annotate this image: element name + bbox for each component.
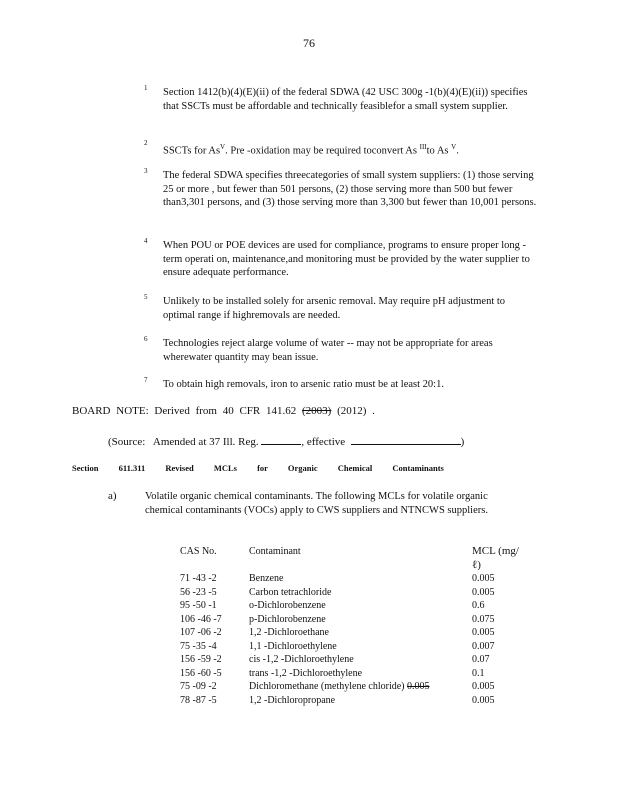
cas-cell: 106 -46 -7 — [180, 613, 222, 625]
mcl-cell: 0.6 — [472, 600, 485, 611]
table-row — [180, 694, 525, 708]
footnote-6 — [144, 335, 538, 364]
footnote-4 — [144, 237, 538, 280]
footnote-marker: 6 — [144, 335, 148, 343]
mcl-cell: 0.005 — [472, 573, 495, 584]
contaminant-cell: trans -1,2 -Dichloroethylene — [249, 667, 363, 679]
source-effective: , effective — [301, 436, 346, 448]
footnote-5 — [144, 293, 538, 322]
footnote-text: Section 1412(b)(4)(E)(ii) of the federal SDWA (42 USC 300g -1(b)(4)(E)(ii)) specifies that SSCTs must be affordable and technically feasiblefor a small system supplier. — [163, 87, 528, 112]
table-row — [180, 653, 525, 667]
cas-cell: 156 -60 -5 — [180, 667, 222, 679]
footnote-text: . Pre -oxidation may be required toconvert As — [225, 145, 420, 157]
mcl-cell: 0.005 — [472, 586, 495, 598]
footnote-marker: 2 — [144, 139, 148, 147]
source-amended: Amended at 37 Ill. Reg. — [152, 436, 259, 448]
source-close: ) — [460, 436, 465, 448]
mcl-cell: 0.005 — [472, 694, 495, 706]
footnote-text: When POU or POE devices are used for compliance, programs to ensure proper long -term operati on, maintenance,and monitoring must be provided by the water supplier to ensure adequate performance. — [163, 240, 530, 278]
mcl-cell: 0.075 — [472, 613, 495, 625]
footnote-text: To obtain high removals, iron to arsenic ratio must be at least 20:1. — [163, 379, 444, 390]
contaminant-cell: 1,2 -Dichloropropane — [249, 694, 336, 706]
superscript: III — [419, 143, 427, 151]
table-row — [180, 586, 525, 600]
table-row — [180, 680, 525, 694]
cas-cell: 71 -43 -2 — [180, 573, 217, 584]
source-open: (Source: — [108, 436, 146, 448]
blank-line-date — [351, 434, 461, 445]
section-heading: Section 611.311 Revised MCLs for Organic Chemical Contaminants — [72, 463, 444, 473]
cas-cell: 156 -59 -2 — [180, 654, 222, 665]
cas-cell: 75 -35 -4 — [180, 640, 217, 652]
contaminant-cell: o-Dichlorobenzene — [249, 600, 326, 611]
board-note-suffix: . — [372, 405, 375, 417]
footnote-marker: 4 — [144, 237, 148, 245]
contaminant-cell — [249, 680, 472, 694]
cas-cell: 56 -23 -5 — [180, 586, 217, 598]
mcl-cell: 0.1 — [472, 667, 485, 679]
footnote-marker: 5 — [144, 293, 148, 301]
footnote-marker: 1 — [144, 84, 148, 92]
table-row — [180, 572, 525, 586]
header-mcl: MCL (mg/ℓ) — [472, 545, 519, 571]
paragraph-text: Volatile organic chemical contaminants. The following MCLs for volatile organic chemical contaminants (VOCs) apply to CWS suppliers and NTNCWS suppliers. — [145, 491, 488, 516]
footnote-2 — [144, 139, 538, 158]
source-line — [108, 434, 464, 448]
superscript: V — [451, 143, 457, 151]
header-contaminant: Contaminant — [249, 546, 301, 557]
struck-value: 0.005 — [407, 681, 430, 692]
mcl-cell: 0.07 — [472, 654, 490, 665]
footnote-text: The federal SDWA specifies threecategories of small system suppliers: (1) those serving 25 or more , but fewer than 501 persons, (2) those serving more than 500 but fewer than3,301 persons, and (3) those serving more than 3,300 but fewer than 10,001 persons. — [163, 170, 537, 208]
mcl-cell: 0.005 — [472, 627, 495, 638]
table-row — [180, 613, 525, 627]
page-number: 76 — [303, 36, 315, 50]
contaminant-cell: Carbon tetrachloride — [249, 586, 332, 598]
voc-mcl-table — [180, 545, 525, 707]
contaminant-cell: p-Dichlorobenzene — [249, 613, 326, 625]
footnote-3 — [144, 167, 538, 210]
paragraph-label: a) — [108, 490, 117, 502]
contaminant-name: Dichloromethane (methylene chloride) — [249, 681, 405, 692]
contaminant-cell: 1,2 -Dichloroethane — [249, 627, 329, 638]
mcl-cell: 0.007 — [472, 640, 495, 652]
table-row — [180, 667, 525, 681]
cas-cell: 95 -50 -1 — [180, 600, 217, 611]
table-row — [180, 626, 525, 640]
mcl-cell: 0.005 — [472, 681, 495, 692]
footnote-text: Technologies reject alarge volume of water -- may not be appropriate for areas wherewater quantity may bean issue. — [163, 338, 493, 363]
footnote-text: . — [456, 145, 459, 157]
board-note — [72, 405, 375, 417]
board-note-text: BOARD NOTE: Derived from 40 CFR 141.62 — [72, 405, 297, 417]
cas-cell: 75 -09 -2 — [180, 681, 217, 692]
table-row — [180, 599, 525, 613]
footnote-marker: 3 — [144, 167, 148, 175]
struck-text: (2003) — [302, 405, 332, 417]
footnote-text: to As — [426, 145, 452, 157]
contaminant-cell: 1,1 -Dichloroethylene — [249, 640, 337, 652]
inserted-text: (2012) — [337, 405, 367, 417]
superscript: V — [220, 143, 226, 151]
footnote-marker: 7 — [144, 376, 148, 384]
footnote-1 — [144, 84, 538, 113]
header-cas: CAS No. — [180, 546, 217, 557]
cas-cell: 78 -87 -5 — [180, 694, 217, 706]
blank-line-page — [261, 434, 301, 445]
footnote-text: SSCTs for As — [163, 145, 221, 157]
table-header-row — [180, 545, 525, 572]
footnote-7 — [144, 376, 538, 392]
table-row — [180, 640, 525, 654]
contaminant-cell: cis -1,2 -Dichloroethylene — [249, 654, 354, 665]
footnote-text: Unlikely to be installed solely for arsenic removal. May require pH adjustment to optimal range if highremovals are needed. — [163, 296, 506, 321]
cas-cell: 107 -06 -2 — [180, 627, 222, 638]
contaminant-cell: Benzene — [249, 573, 284, 584]
